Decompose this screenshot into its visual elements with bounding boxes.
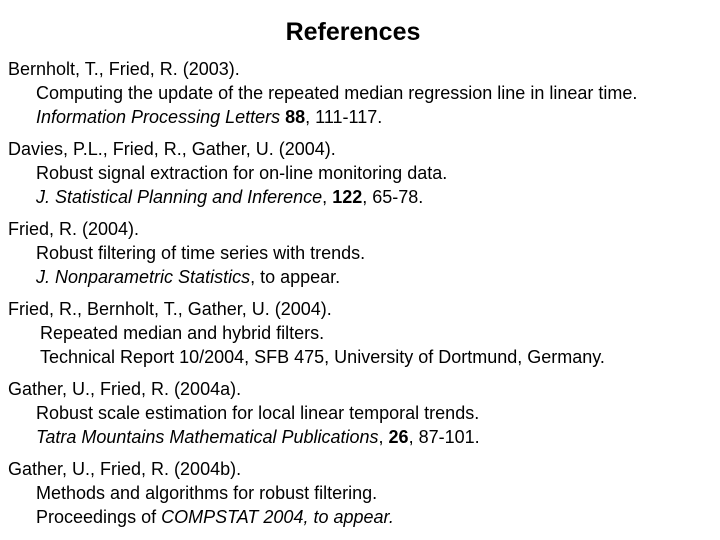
reference-pages: , 111-117. [305,107,383,127]
reference-title: Robust filtering of time series with trends. [36,243,366,263]
reference-venue-line [8,425,714,449]
reference-separator: , [378,427,389,447]
reference-authors: Gather, U., Fried, R. (2004a). [8,379,242,399]
reference-authors: Bernholt, T., Fried, R. (2003). [8,59,240,79]
reference-authors: Davies, P.L., Fried, R., Gather, U. (2004). [8,139,336,159]
page-title: References [285,18,421,46]
reference-item [8,377,714,449]
reference-rest: , to appear. [250,267,341,287]
reference-title: Robust scale estimation for local linear temporal trends. [36,403,480,423]
reference-list [8,57,714,537]
reference-item [8,137,714,209]
reference-authors: Fried, R., Bernholt, T., Gather, U. (2004). [8,299,332,319]
reference-venue: J. Statistical Planning and Inference [36,187,323,207]
reference-title: Repeated median and hybrid filters. [40,323,325,343]
reference-item [8,217,714,289]
reference-separator: , [322,187,333,207]
reference-venue: COMPSTAT 2004, to appear. [161,507,394,527]
reference-volume: 122 [332,187,363,207]
reference-venue: Tatra Mountains Mathematical Publications [36,427,379,447]
reference-venue-line [8,105,714,129]
reference-item [8,57,714,129]
reference-venue-prefix: Proceedings of [36,507,162,527]
reference-title: Computing the update of the repeated median regression line in linear time. [36,83,638,103]
reference-volume: 88 [285,107,306,127]
reference-venue-line [8,265,714,289]
reference-pages: , 65-78. [362,187,424,207]
reference-item [8,297,714,369]
reference-authors: Fried, R. (2004). [8,219,140,239]
reference-venue: Technical Report 10/2004, SFB 475, University of Dortmund, Germany. [40,347,605,367]
reference-title: Robust signal extraction for on-line monitoring data. [36,163,448,183]
reference-venue: Information Processing Letters [36,107,281,127]
reference-title: Methods and algorithms for robust filtering. [36,483,378,503]
reference-venue-line [8,185,714,209]
reference-venue: J. Nonparametric Statistics [36,267,251,287]
reference-venue-line [8,505,714,529]
reference-pages: , 87-101. [408,427,480,447]
reference-volume: 26 [388,427,409,447]
reference-authors: Gather, U., Fried, R. (2004b). [8,459,242,479]
reference-item [8,457,714,529]
